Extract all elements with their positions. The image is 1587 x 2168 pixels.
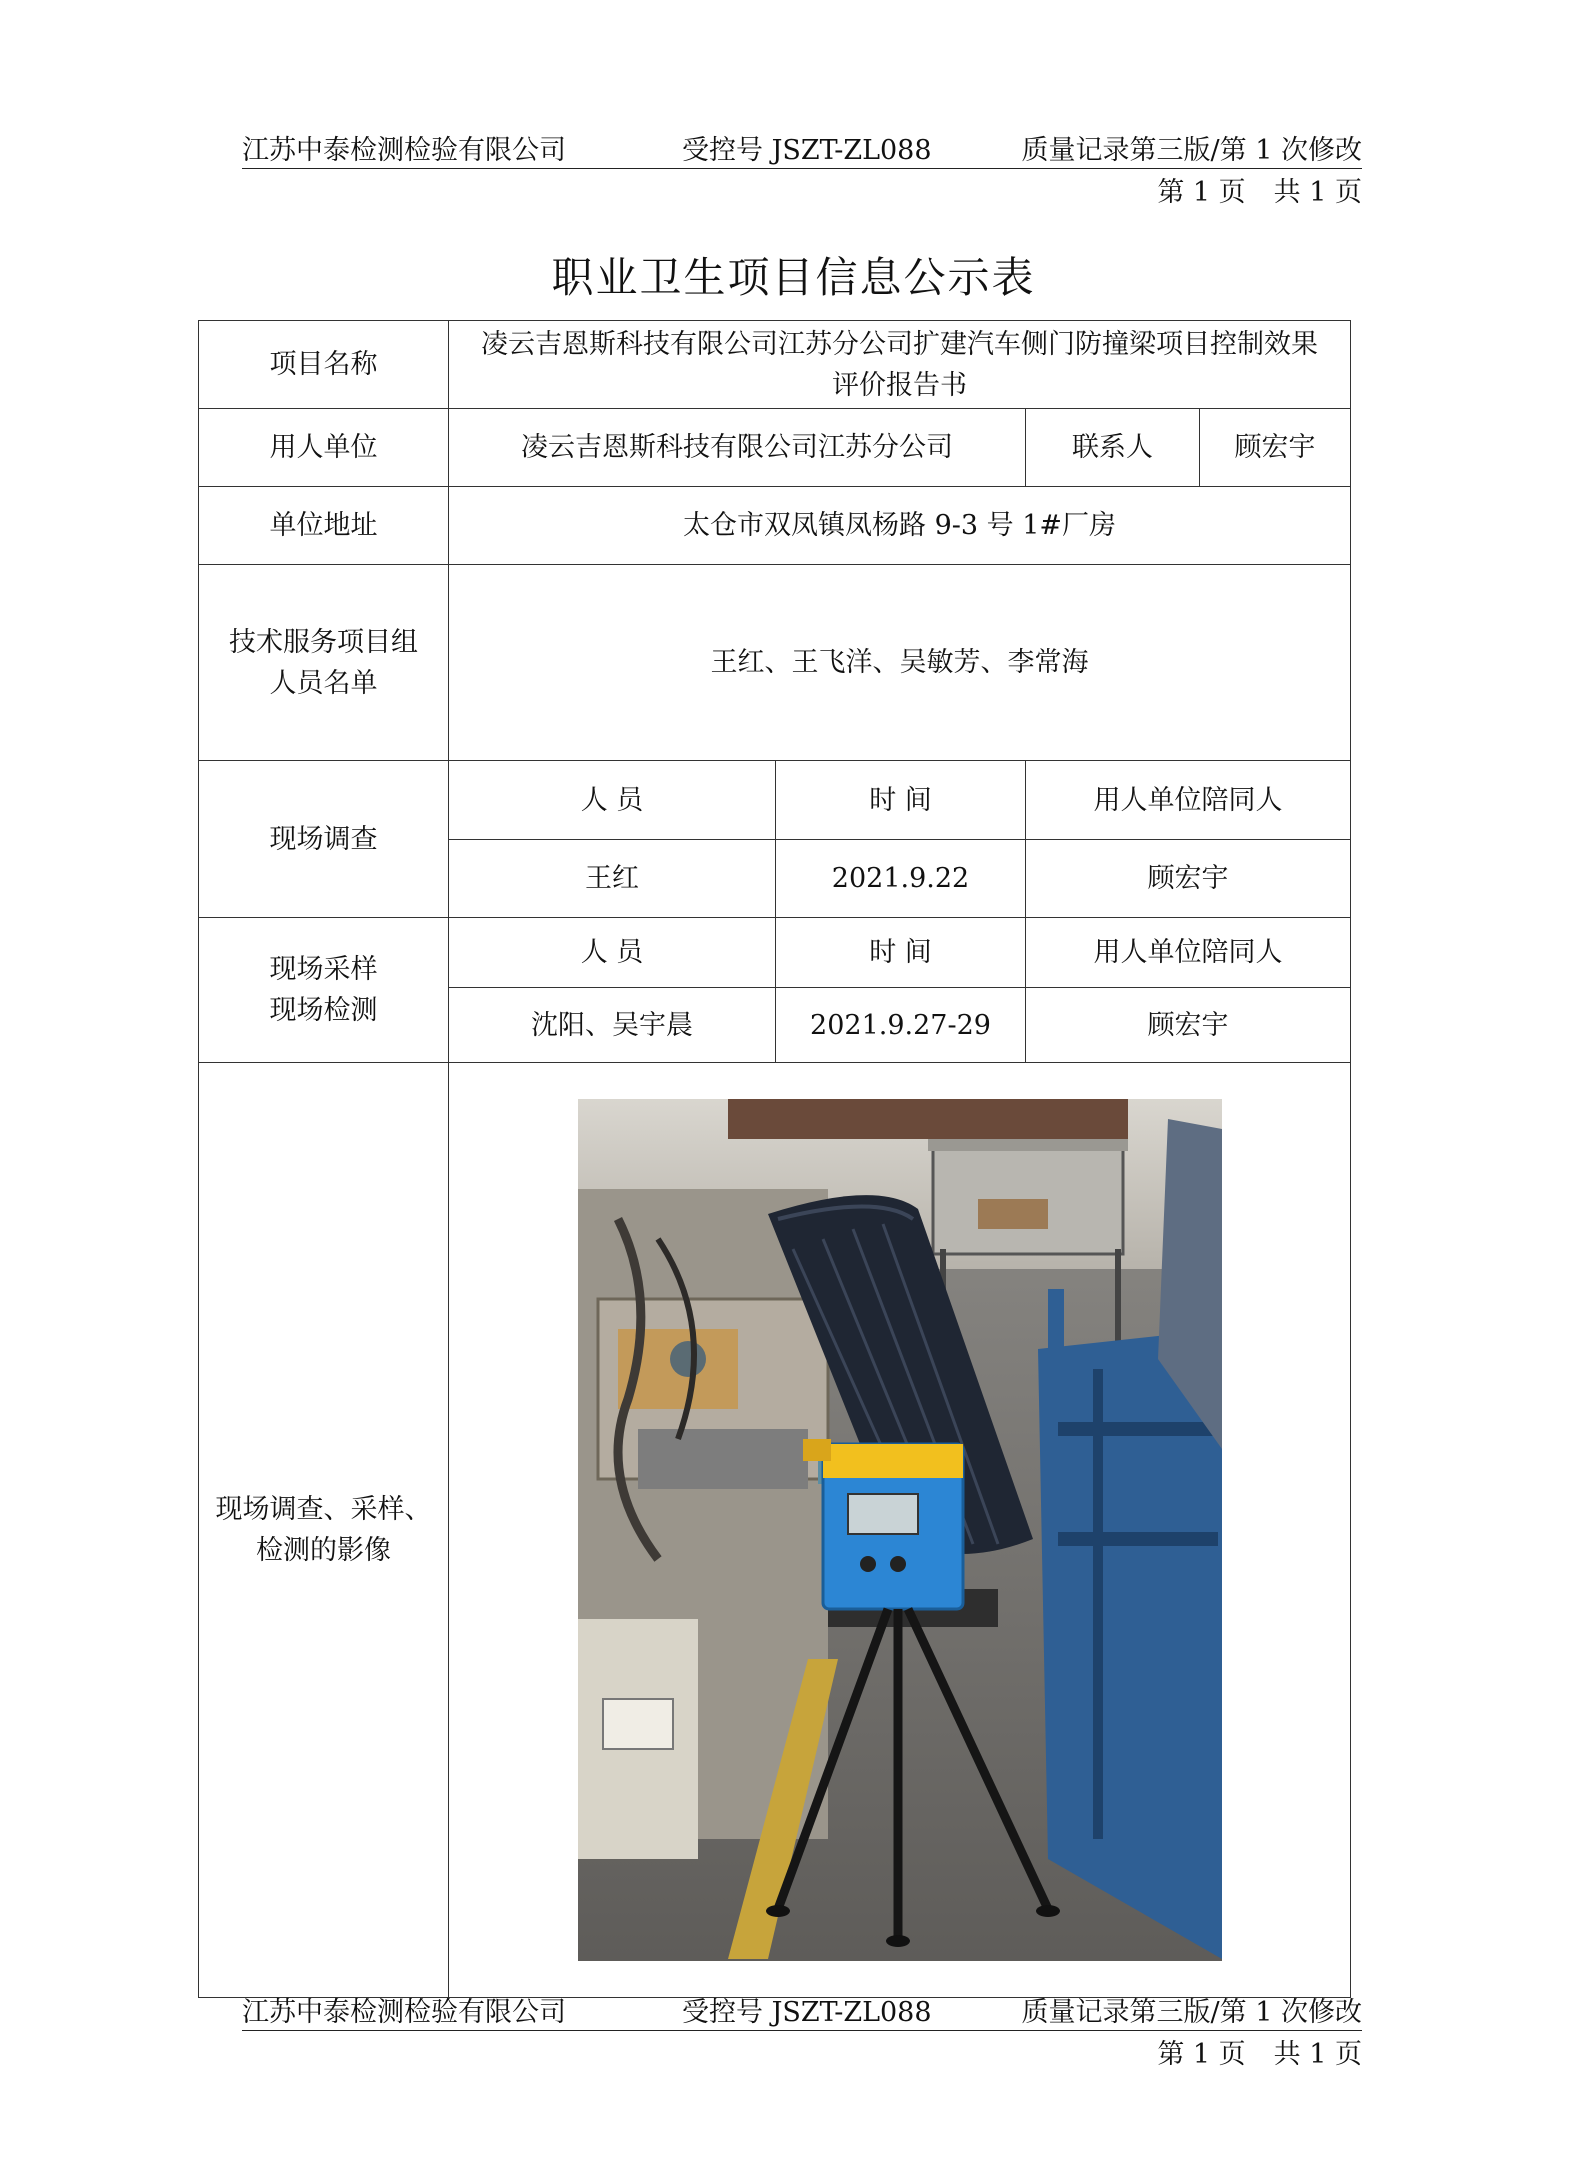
sampling-label-line2: 现场检测: [269, 995, 378, 1026]
row-team: [199, 565, 1351, 761]
employer-value: 凌云吉恩斯科技有限公司江苏分公司: [449, 409, 1026, 487]
header-record-version: 质量记录第三版/第 1 次修改: [1021, 135, 1362, 166]
image-label-line2: 检测的影像: [256, 1535, 391, 1566]
team-label: [199, 565, 449, 761]
footer-record-version: 质量记录第三版/第 1 次修改: [1021, 1997, 1362, 2028]
address-label: 单位地址: [199, 487, 449, 565]
site-photo: [578, 1099, 1222, 1961]
sampling-time: 2021.9.27-29: [776, 988, 1026, 1063]
footer-rule: [242, 2030, 1362, 2031]
sampling-col-escort: 用人单位陪同人: [1026, 918, 1351, 988]
survey-col-personnel: 人 员: [449, 761, 776, 840]
sampling-personnel: 沈阳、吴宇晨: [449, 988, 776, 1063]
row-address: [199, 487, 1351, 565]
photo-cell: [449, 1063, 1351, 1998]
header-company: 江苏中泰检测检验有限公司: [242, 135, 566, 166]
row-survey-header: [199, 761, 1351, 840]
header-page-total: 共 1 页: [1273, 177, 1362, 208]
contact-value: 顾宏宇: [1200, 409, 1351, 487]
survey-personnel: 王红: [449, 840, 776, 918]
team-label-line2: 人员名单: [269, 667, 378, 699]
page-title: 职业卫生项目信息公示表: [551, 253, 1036, 302]
contact-label: 联系人: [1026, 409, 1200, 487]
team-members-value: 王红、王飞洋、吴敏芳、李常海: [449, 565, 1351, 761]
project-name-label: 项目名称: [199, 321, 449, 409]
info-table: [198, 320, 1351, 1998]
row-sampling-header: [199, 918, 1351, 988]
footer-company: 江苏中泰检测检验有限公司: [242, 1997, 566, 2028]
project-name-value: 凌云吉恩斯科技有限公司江苏分公司扩建汽车侧门防撞梁项目控制效果评价报告书: [449, 321, 1351, 409]
sampling-col-personnel: 人 员: [449, 918, 776, 988]
sampling-escort: 顾宏宇: [1026, 988, 1351, 1063]
survey-col-escort: 用人单位陪同人: [1026, 761, 1351, 840]
footer-page-info: [1147, 2032, 1362, 2071]
image-label-line1: 现场调查、采样、: [215, 1494, 432, 1525]
survey-time: 2021.9.22: [776, 840, 1026, 918]
sampling-label: [199, 918, 449, 1063]
header-rule: [242, 168, 1362, 169]
footer-page-number: 第 1 页: [1157, 2039, 1246, 2070]
survey-label: 现场调查: [199, 761, 449, 918]
address-value: 太仓市双凤镇凤杨路 9-3 号 1#厂房: [449, 487, 1351, 565]
header-page-info: [1147, 170, 1362, 209]
footer-control-number: 受控号 JSZT-ZL088: [682, 1997, 932, 2028]
sampling-col-time: 时 间: [776, 918, 1026, 988]
sampling-label-line1: 现场采样: [269, 954, 378, 985]
row-project-name: [199, 321, 1351, 409]
team-label-line1: 技术服务项目组: [229, 626, 418, 658]
employer-label: 用人单位: [199, 409, 449, 487]
survey-col-time: 时 间: [776, 761, 1026, 840]
header-control-number: 受控号 JSZT-ZL088: [682, 135, 932, 166]
row-images: [199, 1063, 1351, 1998]
row-employer: [199, 409, 1351, 487]
survey-escort: 顾宏宇: [1026, 840, 1351, 918]
footer-page-total: 共 1 页: [1273, 2039, 1362, 2070]
header-page-number: 第 1 页: [1157, 177, 1246, 208]
image-label: [199, 1063, 449, 1998]
site-photo-illustration: [578, 1099, 1222, 1961]
